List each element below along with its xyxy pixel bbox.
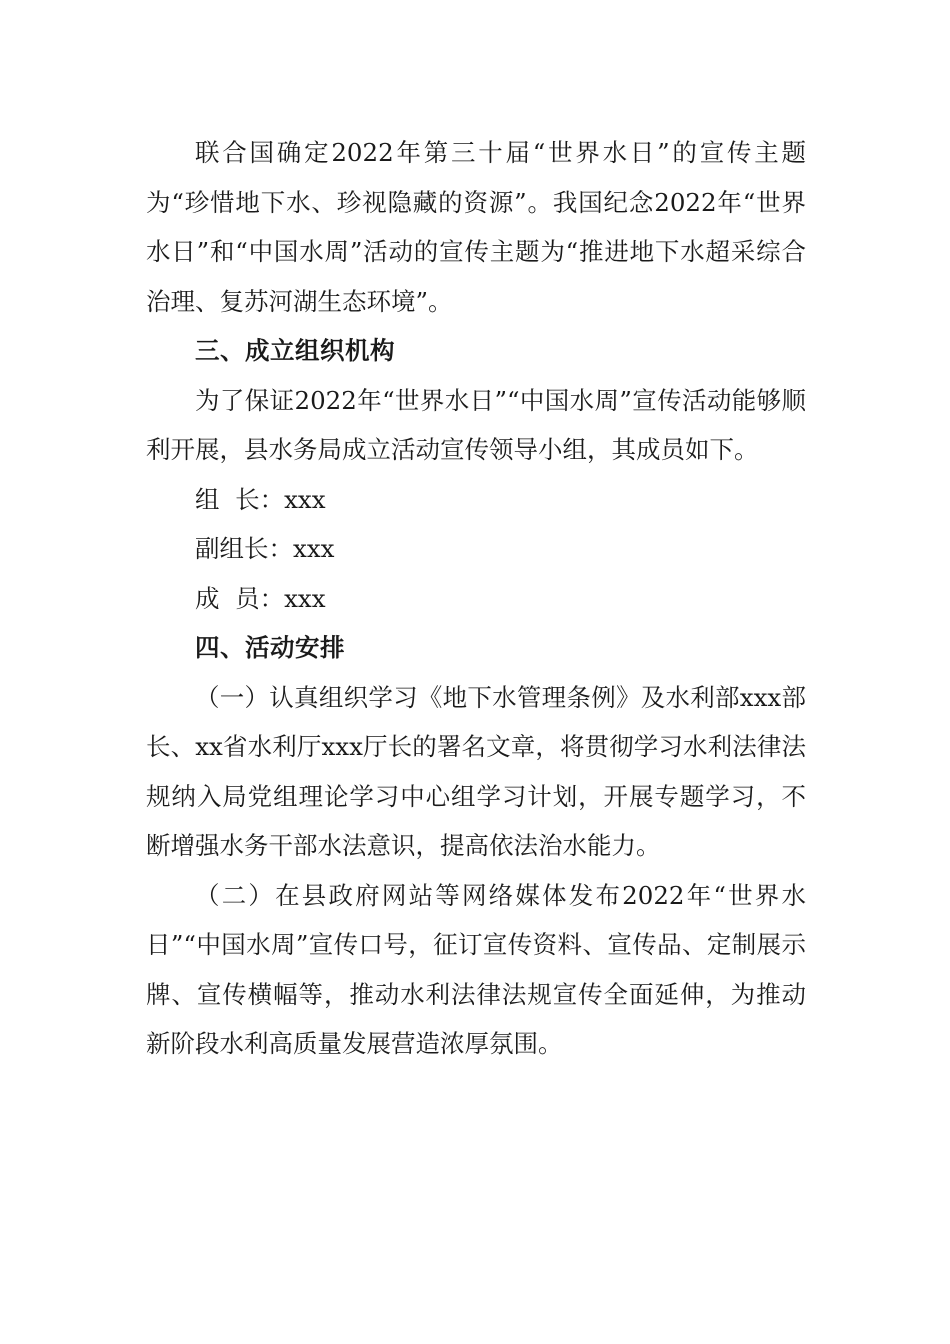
- theme-paragraph: 联合国确定2022年第三十届“世界水日”的宣传主题为“珍惜地下水、珍视隐藏的资源”。我国纪念2022年“世界水日”和“中国水周”活动的宣传主题为“推进地下水超采综合治理、复苏河湖生态环境”。: [146, 138, 806, 316]
- deputy-leader-line: 副组长：xxx: [195, 534, 335, 563]
- document-body: [146, 128, 806, 1069]
- members-line: 成 员：xxx: [195, 583, 326, 613]
- org-intro-paragraph: 为了保证2022年“世界水日”“中国水周”宣传活动能够顺利开展，县水务局成立活动宣传领导小组，其成员如下。: [146, 385, 806, 464]
- leader-line: 组 长：xxx: [195, 484, 326, 514]
- activity-item-2: （二）在县政府网站等网络媒体发布2022年“世界水日”“中国水周”宣传口号，征订宣传资料、宣传品、定制展示牌、宣传横幅等，推动水利法律法规宣传全面延伸，为推动新阶段水利高质量发展营造浓厚氛围。: [146, 880, 806, 1058]
- section-heading-4: 四、活动安排: [195, 633, 345, 662]
- activity-item-1: （一）认真组织学习《地下水管理条例》及水利部xxx部长、xx省水利厅xxx厅长的署名文章，将贯彻学习水利法律法规纳入局党组理论学习中心组学习计划，开展专题学习，不断增强水务干部水法意识，提高依法治水能力。: [146, 682, 806, 860]
- section-heading-3: 三、成立组织机构: [195, 336, 395, 365]
